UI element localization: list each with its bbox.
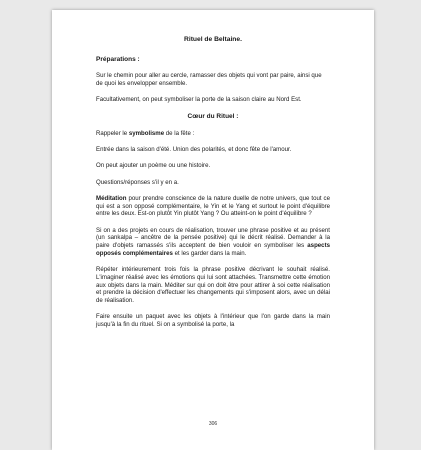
- coeur-heading: Cœur du Rituel :: [187, 112, 239, 120]
- page-number: 306: [208, 421, 218, 427]
- projets-end: et les garder dans la main.: [172, 249, 247, 257]
- symbolism-pre: Rappeler le: [96, 129, 129, 137]
- poeme-paragraph: On peut ajouter un poème ou une histoire.: [96, 162, 211, 170]
- meditation-bold: Méditation: [96, 194, 127, 202]
- repeter-paragraph: Répéter intérieurement trois fois la phrase positive décrivant le souhait réalisé. L'imaginer réalisé avec les émotions qui lui sont attachées. Transmettre cette émotion aux objets dans la main. Méditer sur qui on doit être pour attirer à soi cette réalisation et prendre la décision d'effectuer les changements qui s'imposent alors, avec un délai de réalisation.: [96, 266, 330, 305]
- preparations-heading: Préparations :: [96, 55, 140, 63]
- questions-paragraph: Questions/réponses s'il y en a.: [96, 178, 179, 186]
- preparations-paragraph-1: Sur le chemin pour aller au cercle, ramasser des objets qui vont par paire, ainsi que de quoi les envelopper ensemble.: [96, 72, 322, 88]
- projets-text: Si on a des projets en cours de réalisation, trouver une phrase positive et au présent (un sankalpa – ancêtre de la pensée positive) qui le décrit réalisé. Demander à la paire d'objets ramassés s'ils acceptent de bien vouloir en symboliser les: [96, 226, 330, 250]
- meditation-paragraph: [96, 195, 330, 218]
- symbolism-post: de la fête :: [164, 129, 195, 137]
- projets-bold: aspects opposés complémentaires: [96, 242, 330, 257]
- page-content: [96, 36, 330, 338]
- faire-paragraph: Faire ensuite un paquet avec les objets à l'intérieur que l'on garde dans la main jusqu'à la fin du rituel. Si on a symbolisé la porte, la: [96, 313, 330, 329]
- document-title: Rituel de Beltaine.: [184, 36, 242, 43]
- projets-paragraph: [96, 227, 330, 258]
- symbolism-paragraph: [96, 130, 330, 138]
- document-page: [52, 10, 374, 450]
- symbolism-bold: symbolisme: [128, 129, 165, 137]
- preparations-paragraph-2: Facultativement, on peut symboliser la porte de la saison claire au Nord Est.: [96, 96, 302, 104]
- meditation-text: pour prendre conscience de la nature duelle de notre univers, que tout ce qui est a son opposé complémentaire, le Yin et le Yang et surtout le point d'équilibre entre les deux. Est-on plutôt Yin plutôt Yang ? Ou atteint-on le point d'équilibre ?: [96, 194, 330, 218]
- entree-paragraph: Entrée dans la saison d'été. Union des polarités, et donc fête de l'amour.: [96, 145, 292, 153]
